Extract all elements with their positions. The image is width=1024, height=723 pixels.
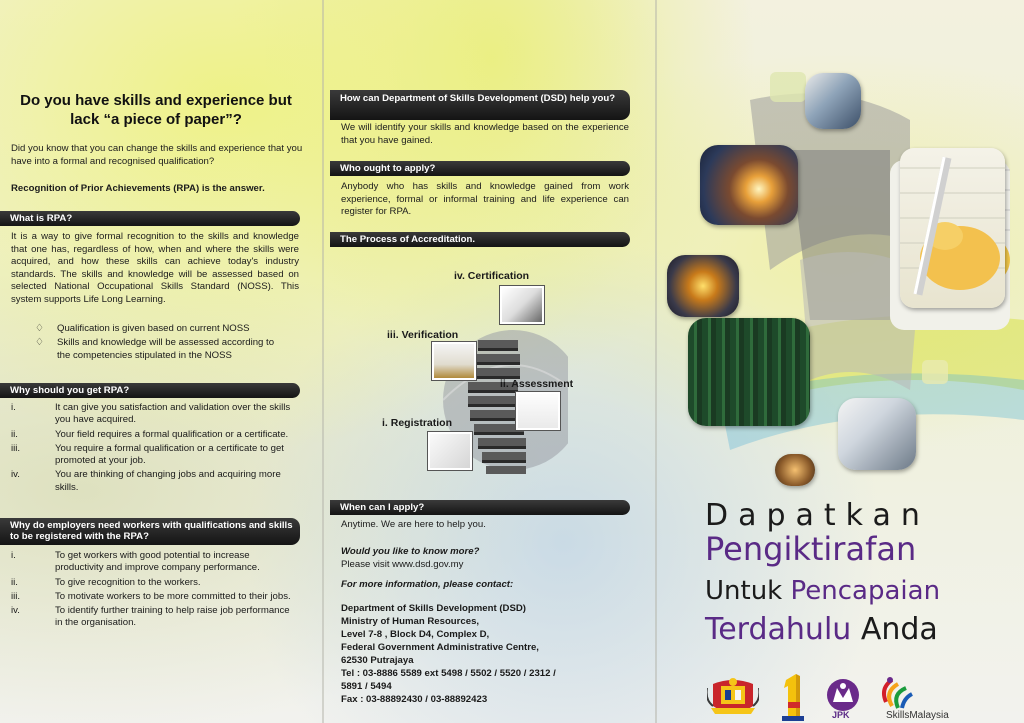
keyboard-photo: [805, 73, 861, 129]
list-item: ♢ Qualification is given based on current NOSS: [35, 323, 250, 334]
malaysia-coat-of-arms-icon: [707, 676, 759, 720]
address-line: Federal Government Administrative Centre,: [341, 642, 539, 653]
cover-title-terdahulu: Terdahulu: [705, 612, 852, 647]
dsd-heading: How can Department of Skills Development (DSD) help you?: [330, 90, 630, 120]
why-rpa-heading: Why should you get RPA?: [0, 383, 300, 398]
bullet-icon: ♢: [35, 337, 44, 349]
why-rpa-list: [11, 402, 291, 496]
fold-line-2: [655, 0, 657, 723]
step-assessment-label: ii. Assessment: [500, 378, 574, 390]
website-text: Please visit www.dsd.gov.my: [341, 559, 464, 570]
skillsmalaysia-logo-icon: [876, 672, 916, 712]
cover-title-dapatkan: Dapatkan: [705, 498, 930, 533]
list-item: iii. You require a formal qualification or a certificate to get promoted at your job.: [11, 442, 284, 467]
what-rpa-heading: What is RPA?: [0, 211, 300, 226]
registration-image: [428, 432, 472, 470]
cover-title-anda: Anda: [860, 612, 938, 647]
lab-photo: [838, 398, 916, 470]
accreditation-diagram: [370, 262, 590, 482]
headline: Do you have skills and experience but lack “a piece of paper”?: [20, 92, 292, 128]
employers-heading: Why do employers need workers with qualifications and skills to be registered with the RPA?: [0, 518, 300, 545]
list-item: iv. To identify further training to help raise job performance in the organisation.: [11, 605, 290, 629]
skillsmalaysia-logo: [876, 672, 996, 722]
mechanic-photo: [667, 255, 739, 317]
list-item: ii. To give recognition to the workers.: [11, 576, 201, 588]
step-certification-label: iv. Certification: [454, 270, 530, 282]
skillsmalaysia-label: SkillsMalaysia: [886, 710, 949, 721]
address-line: Department of Skills Development (DSD): [341, 603, 526, 614]
list-item: i. It can give you satisfaction and validation over the skills you have acquired.: [11, 402, 291, 426]
step-verification-label: iii. Verification: [387, 329, 459, 341]
address-line: Level 7-8 , Block D4, Complex D,: [341, 629, 490, 640]
intro-text: Did you know that you can change the skills and experience that you have into a formal and recognised qualification?: [11, 143, 303, 167]
fold-line-1: [322, 0, 324, 723]
what-rpa-body: It is a way to give formal recognition to the skills and knowledge that one has, regardless of how, when and where the skills were acquired, and how these skills can achieve today's industry standards. The skills and knowledge will be assessed based on selected National Occupational Skills Standard (NOSS). This system supports Life Long Learning.: [11, 231, 299, 305]
list-item: ii. Your field requires a formal qualification or a certificate.: [11, 428, 289, 440]
list-item: iii. To motivate workers to be more committed to their jobs.: [11, 590, 291, 602]
certification-image: [500, 286, 544, 324]
list-item: iv. You are thinking of changing jobs and acquiring more skills.: [11, 469, 281, 493]
bullet-icon: ♢: [35, 323, 44, 334]
pen-drawing: [900, 148, 1005, 308]
circuit-board-photo: [688, 318, 810, 426]
when-body: Anytime. We are here to help you.: [341, 519, 486, 530]
answer-text: Recognition of Prior Achievements (RPA) is the answer.: [11, 183, 265, 194]
step-registration-label: i. Registration: [382, 417, 453, 429]
list-item: i. To get workers with good potential to increase productivity and improve company performance.: [11, 550, 260, 574]
rpa-bullet-list: [35, 323, 285, 364]
address-block: [341, 602, 631, 706]
who-heading: Who ought to apply?: [330, 161, 630, 176]
verification-image: [432, 342, 476, 380]
when-heading: When can I apply?: [330, 500, 630, 515]
gears-photo: [775, 454, 815, 486]
address-line: Fax : 03-88892430 / 03-88892423: [341, 694, 488, 705]
welding-photo: [700, 145, 798, 225]
address-line: 62530 Putrajaya: [341, 655, 414, 666]
cover-title-pengiktirafan: Pengiktirafan: [705, 530, 917, 568]
list-item: ♢ Skills and knowledge will be assessed according to the competencies stipulated in the NOSS: [35, 337, 275, 361]
address-line: Tel : 03-8886 5589 ext 5498 / 5502 / 5520 / 2312 /: [341, 668, 556, 679]
address-line: Ministry of Human Resources,: [341, 616, 480, 627]
cover-title-line4: [705, 612, 938, 647]
more-question: Would you like to know more?: [341, 546, 480, 557]
cover-title-line3: [705, 576, 940, 606]
jpk-label: JPK: [832, 710, 850, 720]
employers-list: [11, 550, 296, 632]
jpk-logo: [826, 678, 860, 722]
process-heading: The Process of Accreditation.: [330, 232, 630, 247]
jpk-logo-icon: [826, 678, 860, 712]
dsd-body: We will identify your skills and knowledge based on the experience that you have gained.: [341, 122, 629, 146]
one-malaysia-logo-icon: [778, 672, 808, 722]
address-line: 5891 / 5494: [341, 681, 392, 692]
hand-pen-photo: [900, 148, 1005, 308]
assessment-image: [516, 392, 560, 430]
contact-question: For more information, please contact:: [341, 579, 514, 590]
who-body: Anybody who has skills and knowledge gained from work experience, formal or informal training and life experience can register for RPA.: [341, 181, 629, 217]
cover-title-untuk: Untuk: [705, 576, 783, 606]
cover-title-pencapaian: Pencapaian: [790, 576, 941, 606]
